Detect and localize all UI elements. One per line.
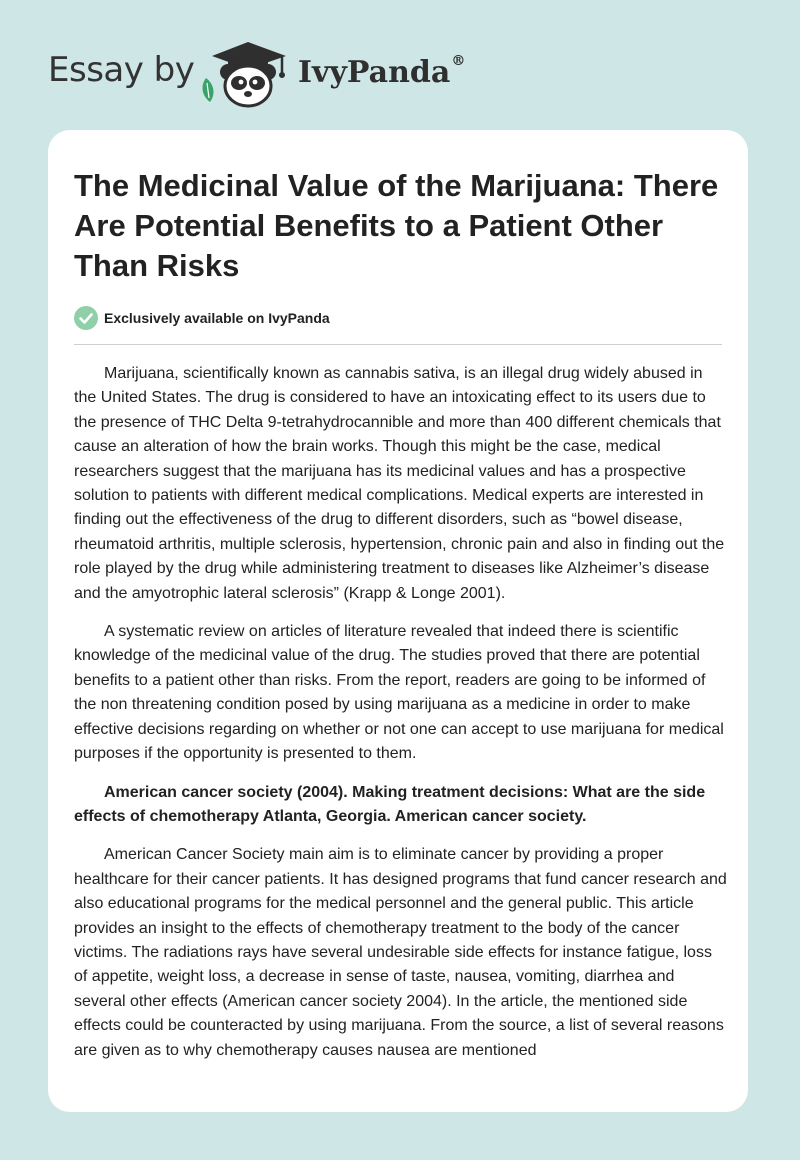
essay-title: The Medicinal Value of the Marijuana: There Are Potential Benefits to a Patient Other Than Risks: [74, 168, 719, 283]
reference-heading: American cancer society (2004). Making treatment decisions: What are the side effects of chemotherapy Atlanta, Georgia. American cancer society.: [74, 783, 706, 825]
availability-badge: [74, 306, 330, 330]
registered-mark: ®: [451, 53, 466, 69]
essay-by-label: Essay by: [48, 50, 195, 90]
title-divider: [74, 344, 722, 345]
essay-card: [48, 130, 748, 1112]
panda-logo-icon: [198, 36, 290, 108]
availability-text: Exclusively available on IvyPanda: [104, 310, 330, 326]
essay-paragraph: A systematic review on articles of literature revealed that indeed there is scientific knowledge of the medicinal value of the drug. The studies proved that there are potential benefits to a patient other than risks. From the report, readers are going to be informed of the non threatening condition posed by using marijuana as a medicine in order to make effective decisions regarding on whether or not one can accept to use marijuana for medical purposes if the opportunity is presented to them.: [74, 623, 724, 763]
essay-paragraph: Marijuana, scientifically known as cannabis sativa, is an illegal drug widely abused in the United States. The drug is considered to have an intoxicating effect to its users due to the presence of THC Delta 9-tetrahydrocannible and more than 400 different chemicals that cause an alteration of how the brain works. Though this might be the case, medical researchers suggest that the marijuana has its medicinal values and has a prospective solution to patients with different medical complications. Medical experts are interested in finding out the effectiveness of the drug to different disorders, such as “bowel disease, rheumatoid arthritis, multiple sclerosis, hypertension, chronic pain and also in finding out the role played by the drug while administering treatment to diseases like Alzheimer’s disease and the amyotrophic lateral sclerosis” (Krapp & Longe 2001).: [74, 365, 725, 602]
check-icon: [74, 306, 98, 330]
site-header: [0, 0, 800, 130]
essay-paragraph: American Cancer Society main aim is to eliminate cancer by providing a proper healthcare for their cancer patients. It has designed programs that fund cancer research and also educational programs for the medical personnel and the general public. This article provides an insight to the effects of chemotherapy treatment to the body of the cancer victims. The radiations rays have several undesirable side effects for instance fatigue, loss of appetite, weight loss, a decrease in sense of taste, nausea, vomiting, diarrhea and several other effects (American cancer society 2004). In the article, the mentioned side effects could be counteracted by using marijuana. From the source, a list of several reasons are given as to why chemotherapy causes nausea are mentioned: [74, 846, 727, 1059]
brand-name[interactable]: IvyPanda®: [298, 53, 466, 90]
essay-body: [74, 362, 728, 1077]
